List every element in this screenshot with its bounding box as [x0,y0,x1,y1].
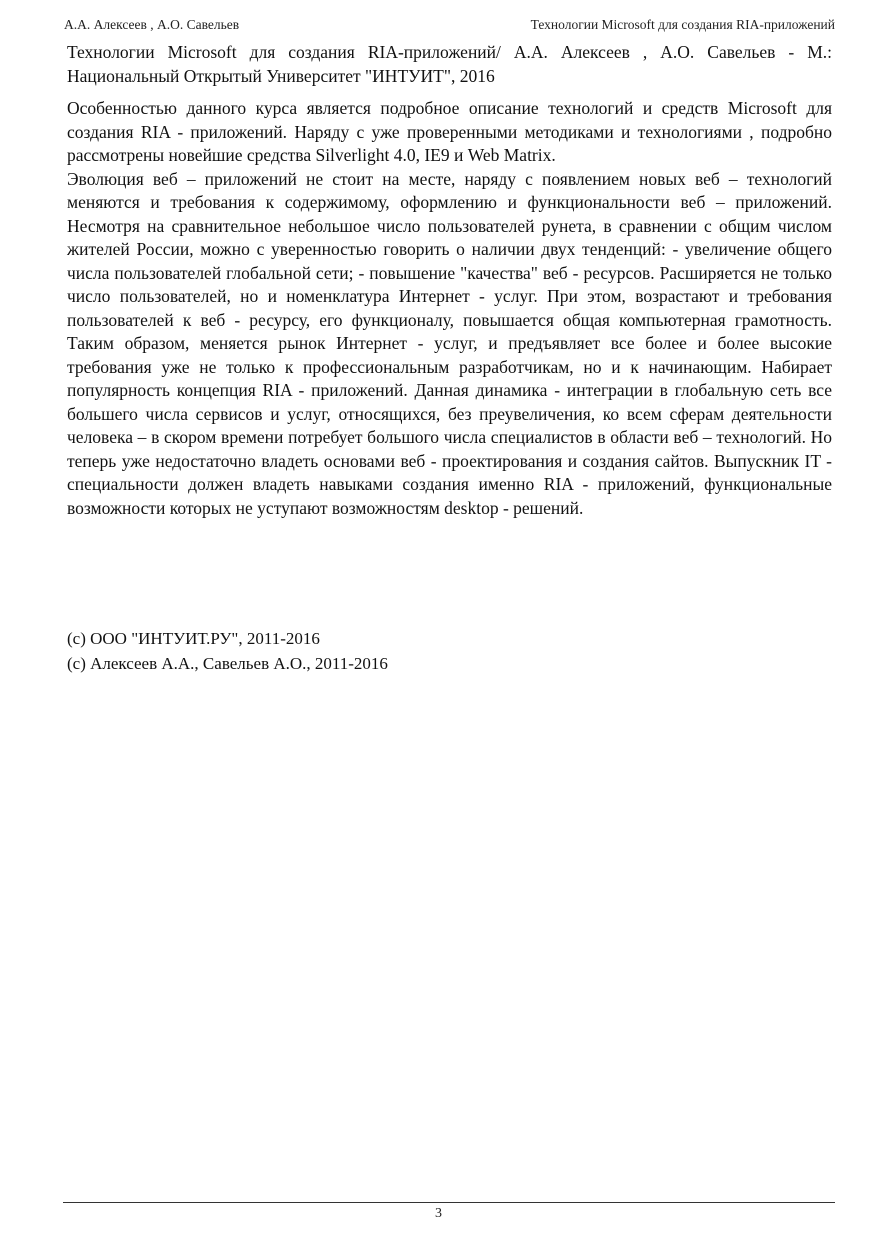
citation: Технологии Microsoft для создания RIA-приложений/ А.А. Алексеев , А.О. Савельев - М.: Национальный Открытый Университет "ИНТУИТ", 2016 [67,42,832,86]
paragraph-course-description: Особенностью данного курса является подробное описание технологий и средств Microsoft для создания RIA - приложений. Наряду с уже проверенными методиками и технологиями , подробно рассмотрены новейшие средства Silverlight 4.0, IE9 и Web Matrix. [67,98,832,165]
paragraph-evolution: Эволюция веб – приложений не стоит на месте, наряду с появлением новых веб – технологий меняются и требования к содержимому, оформлению и функциональности веб – приложений. Несмотря на сравнительное небольшое число пользователей рунета, в сравнении с общим числом жителей России, можно с уверенностью говорить о наличии двух тенденций: - увеличение общего числа пользователей глобальной сети; - повышение "качества" веб - ресурсов. Расширяется не только число пользователей, но и номенклатура Интернет - услуг. При этом, возрастают и требования пользователей к веб - ресурсу, его функционалу, повышается общая компьютерная грамотность. Таким образом, меняется рынок Интернет - услуг, и предъявляет все более и более высокие требования уже не только к профессиональным разработчикам, но и к начинающим. Набирает популярность концепция RIA - приложений. Данная динамика - интеграции в глобальную сеть все большего числа сервисов и услуг, относящихся, без преувеличения, ко всем сферам деятельности человека – в скором времени потребует большого числа специалистов в области веб – технологий. Но теперь уже недостаточно владеть основами веб - проектирования и создания сайтов. Выпускник IT - специальности должен владеть навыками создания именно RIA - приложений, функциональные возможности которых не уступают возможностям desktop - решений. [67,168,832,518]
copyright-line: (c) Алексеев А.А., Савельев А.О., 2011-2016 [67,654,388,673]
document-body [67,97,832,520]
copyright-block [67,626,832,676]
header-title: Технологии Microsoft для создания RIA-приложений [530,17,835,32]
copyright-line: (c) ООО "ИНТУИТ.РУ", 2011-2016 [67,629,320,648]
header-authors: А.А. Алексеев , А.О. Савельев [64,17,240,32]
running-header [64,16,835,34]
page-number: 3 [435,1206,442,1221]
footer-divider [63,1202,835,1203]
